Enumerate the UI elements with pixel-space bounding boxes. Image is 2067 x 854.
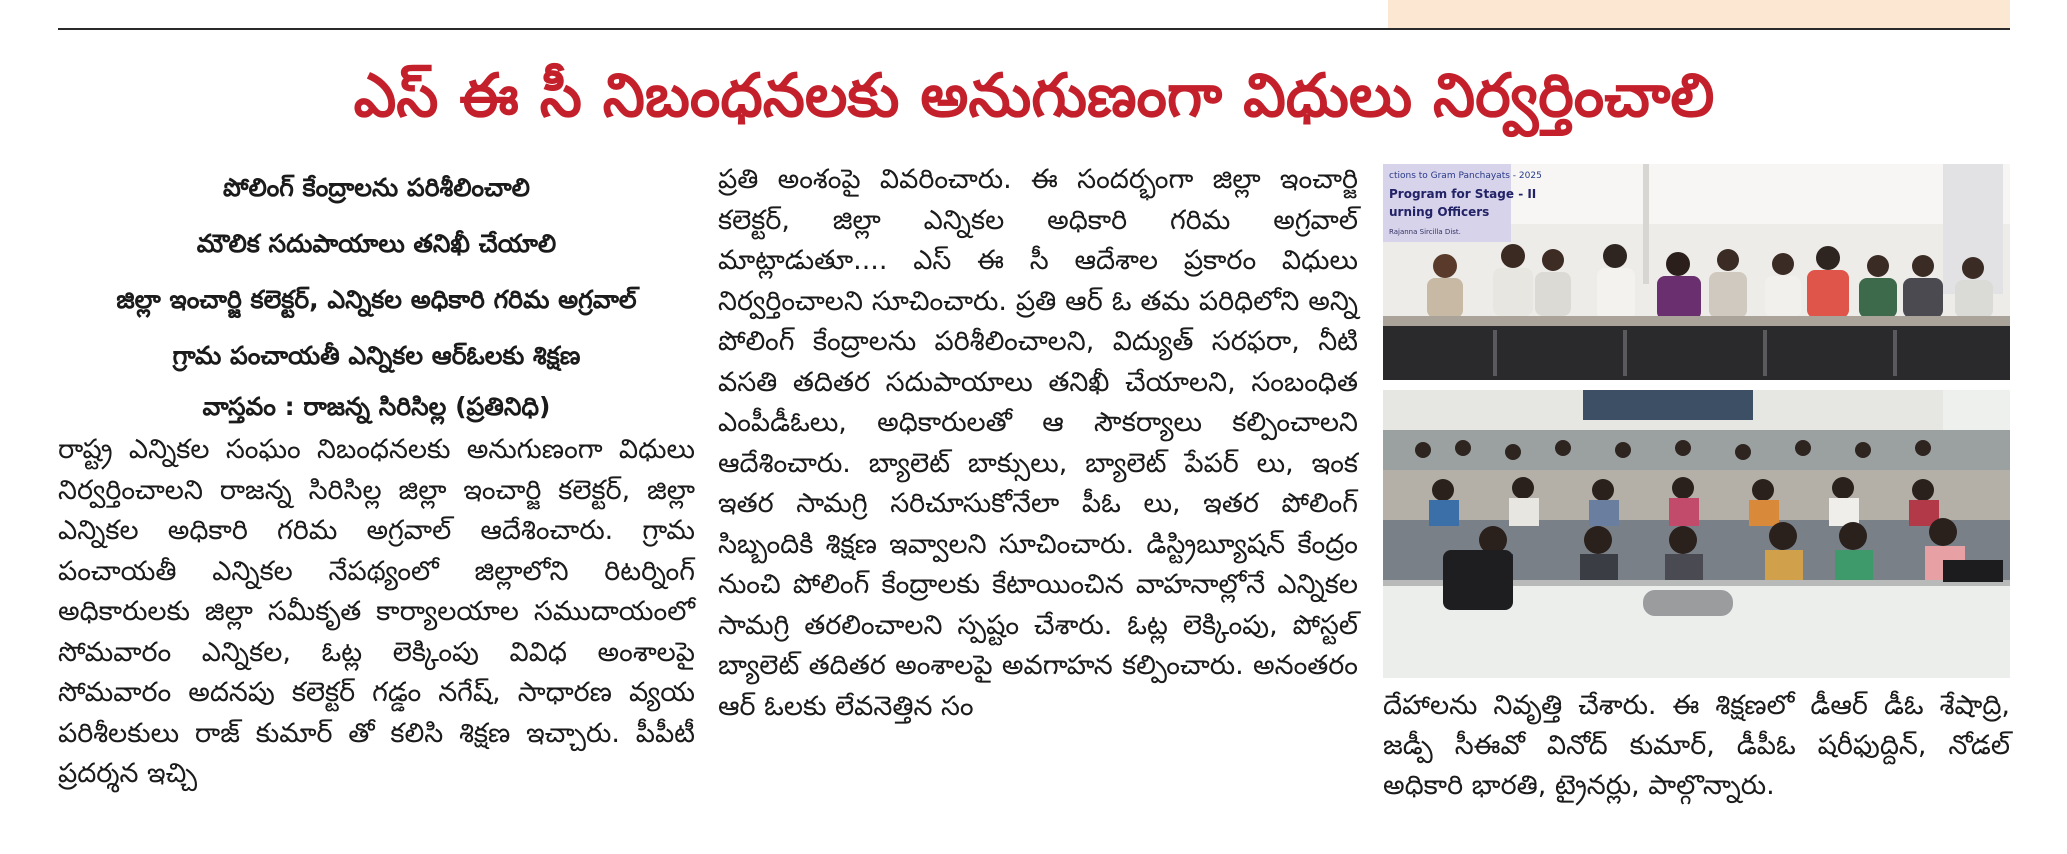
photo-training-audience: [1383, 390, 2010, 678]
subhead-2: మౌలిక సదుపాయాలు తనిఖీ చేయాలి: [196, 229, 557, 258]
subhead-1: పోలింగ్ కేంద్రాలను పరిశీలించాలి: [223, 173, 530, 202]
article-column-2: [718, 160, 1358, 727]
headline: ఎస్ ఈ సీ నిబంధనలకు అనుగుణంగా విధులు నిర్వర్తించాలి: [353, 61, 1715, 131]
laptop-bags: [1443, 550, 1513, 610]
projection-screen: [1583, 390, 1753, 420]
banner-line-4: Rajanna Sircilla Dist.: [1389, 228, 1461, 236]
body-text-col3: దేహాలను నివృత్తి చేశారు. ఈ శిక్షణలో డీఆర్ డీఓ శేషాద్రి, జడ్పీ సీఈవో వినోద్ కుమార్, డీపీఓ షరీఫుద్దిన్, నోడల్ అధికారి భారతి, ట్రైనర్లు, పాల్గొన్నారు.: [1383, 690, 2010, 801]
dateline: వాస్తవం : రాజన్న సిరిసిల్ల (ప్రతినిధి): [202, 392, 551, 421]
subhead-4: గ్రామ పంచాయతీ ఎన్నికల ఆర్ఓలకు శిక్షణ: [172, 341, 581, 370]
body-text-col1: రాష్ట్ర ఎన్నికల సంఘం నిబంధనలకు అనుగుణంగా విధులు నిర్వర్తించాలని రాజన్న సిరిసిల్ల జిల్లా ఇంచార్జి కలెక్టర్, జిల్లా ఎన్నికల అధికారి గరిమ అగ్రవాల్ ఆదేశించారు. గ్రామ పంచాయతీ ఎన్నికల నేపథ్యంలో జిల్లాలోని రిటర్నింగ్ అధికారులకు జిల్లా సమీకృత కార్యాలయాల సముదాయంలో సోమవారం ఎన్నికల, ఓట్ల లెక్కింపు వివిధ అంశాలపై సోమవారం అదనపు కలెక్టర్ గడ్డం నగేష్, సాధారణ వ్యయ పరిశీలకులు రాజ్ కుమార్ తో కలిసి శిక్షణ ఇచ్చారు. పీపీటీ ప్రదర్శన ఇచ్చి: [58, 434, 695, 789]
article-column-1: [58, 160, 695, 795]
photo-officials-dais-graphic: [1383, 164, 2010, 380]
banner-line-1: ctions to Gram Panchayats - 2025: [1389, 171, 1542, 181]
photo-training-audience-graphic: [1383, 390, 2010, 678]
banner-line-3: urning Officers: [1389, 205, 1490, 219]
body-text-col2: ప్రతి అంశంపై వివరించారు. ఈ సందర్భంగా జిల్లా ఇంచార్జి కలెక్టర్, జిల్లా ఎన్నికల అధికారి గరిమ అగ్రవాల్ మాట్లాడుతూ.... ఎస్ ఈ సీ ఆదేశాల ప్రకారం విధులు నిర్వర్తించాలని సూచించారు. ప్రతి ఆర్ ఓ తమ పరిధిలోని అన్ని పోలింగ్ కేంద్రాలను పరిశీలించాలని, విద్యుత్ సరఫరా, నీటి వసతి తదితర సదుపాయాలు తనిఖీ చేయాలని, సంబంధిత ఎంపీడీఓలు, అధికారులతో ఆ సౌకర్యాలు కల్పించాలని ఆదేశించారు. బ్యాలెట్ బాక్సులు, బ్యాలెట్ పేపర్ లు, ఇంక ఇతర సామగ్రి సరిచూసుకోనేలా పీఓ లు, ఇతర పోలింగ్ సిబ్బందికి శిక్షణ ఇవ్వాలని సూచించారు. డిస్ట్రిబ్యూషన్ కేంద్రం నుంచి పోలింగ్ కేంద్రాలకు కేటాయించిన వాహనాల్లోనే ఎన్నికల సామగ్రి తరలించాలని స్పష్టం చేశారు. ఓట్ల లెక్కింపు, పోస్టల్ బ్యాలెట్ తదితర అంశాలపై అవగాహన కల్పించారు. అనంతరం ఆర్ ఓలకు లేవనెత్తిన సం: [718, 164, 1358, 722]
header-accent-block: [1388, 0, 2010, 28]
subhead-3: జిల్లా ఇంచార్జి కలెక్టర్, ఎన్నికల అధికారి గరిమ అగ్రవాల్: [116, 285, 637, 314]
top-rule: [58, 28, 2010, 30]
banner-line-2: Program for Stage - II: [1389, 187, 1537, 201]
photo-officials-dais: [1383, 164, 2010, 380]
dais-table: [1383, 326, 2010, 380]
